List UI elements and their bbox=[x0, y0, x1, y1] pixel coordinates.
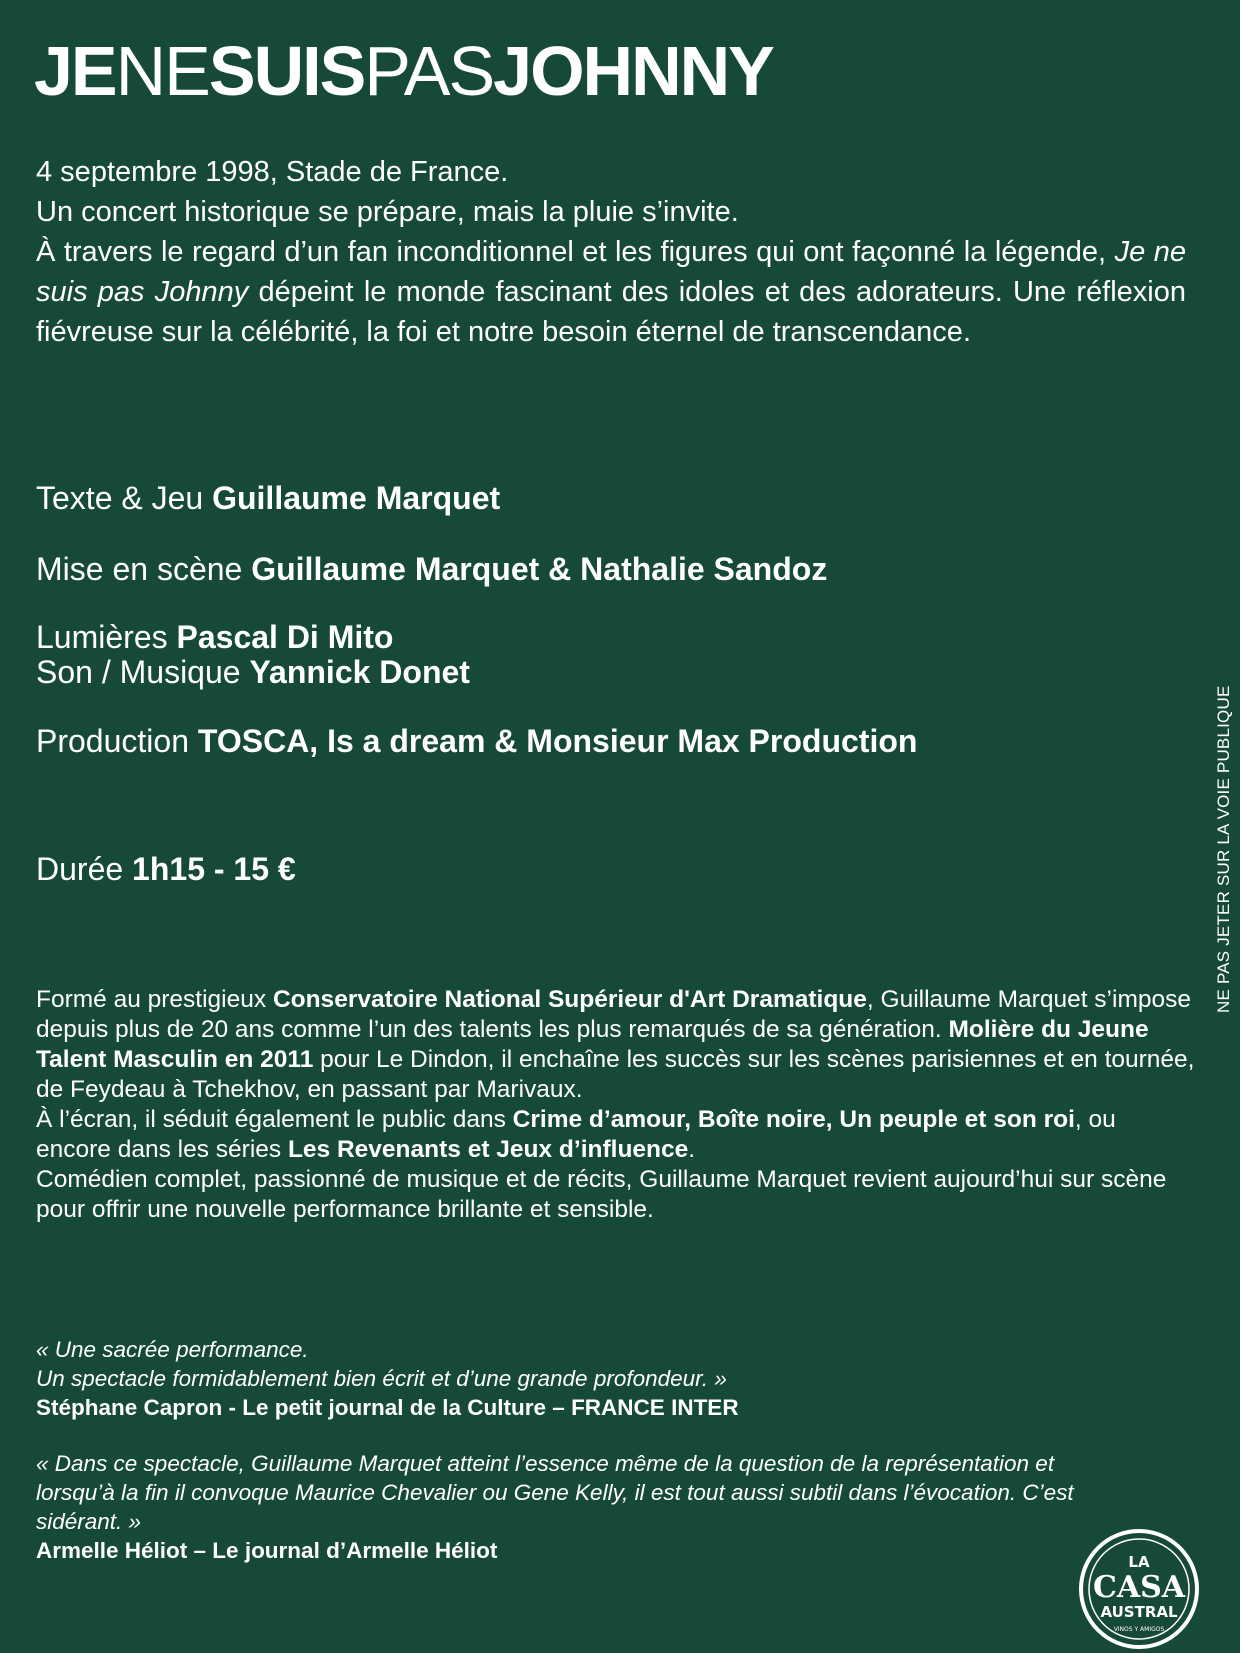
bio-text: . bbox=[688, 1136, 696, 1163]
duration-price bbox=[36, 851, 296, 887]
quote-author: Stéphane Capron - Le petit journal de la Culture – FRANCE INTER bbox=[36, 1395, 739, 1420]
quote-line: « Une sacrée performance. bbox=[36, 1337, 309, 1362]
credit-label: Lumières bbox=[36, 619, 177, 655]
credit-label: Durée bbox=[36, 851, 133, 887]
bio-highlight: Molière du Jeune Talent Masculin en 2011 bbox=[36, 1016, 1149, 1073]
credit-value: Guillaume Marquet bbox=[212, 480, 501, 516]
credit-value: 1h15 - 15 € bbox=[132, 851, 296, 887]
title-word-pas: PAS bbox=[364, 32, 494, 110]
credit-label: Production bbox=[36, 723, 198, 759]
intro-show-title: Je ne suis pas Johnny bbox=[36, 236, 1186, 308]
intro-text bbox=[36, 152, 1186, 352]
credit-label: Texte & Jeu bbox=[36, 480, 213, 516]
bio-text: Comédien complet, passionné de musique et de récits, Guillaume Marquet revient aujourd’hui sur scène pour offrir une nouvelle performance brillante et sensible. bbox=[36, 1166, 1167, 1223]
bio-text: Formé au prestigieux bbox=[36, 986, 273, 1013]
logo-casa-text: CASA bbox=[1092, 1570, 1186, 1605]
logo-austral-text: AUSTRAL bbox=[1100, 1603, 1178, 1621]
intro-line-date: 4 septembre 1998, Stade de France. bbox=[36, 156, 509, 188]
press-quote bbox=[36, 1335, 1186, 1422]
bio-highlight: Conservatoire National Supérieur d'Art Dramatique bbox=[272, 986, 867, 1013]
credit-texte-jeu bbox=[36, 480, 500, 516]
page-title bbox=[34, 30, 773, 112]
credit-label: Mise en scène bbox=[36, 551, 252, 587]
intro-paragraph bbox=[36, 232, 1186, 352]
credit-value: Pascal Di Mito bbox=[176, 619, 394, 655]
biography bbox=[36, 985, 1196, 1225]
credit-mise-en-scene bbox=[36, 551, 827, 587]
quote-line: Un spectacle formidablement bien écrit et d’une grande profondeur. » bbox=[36, 1366, 727, 1391]
quote-author: Armelle Héliot – Le journal d’Armelle Héliot bbox=[36, 1538, 498, 1563]
intro-text-after: dépeint le monde fascinant des idoles et des adorateurs. Une réflexion fiévreuse sur la célébrité, la foi et notre besoin éternel de transcendance. bbox=[36, 276, 1186, 348]
logo-la-text: LA bbox=[1128, 1553, 1150, 1571]
press-quote bbox=[36, 1449, 1116, 1565]
bio-text: , Guillaume Marquet s’impose depuis plus de 20 ans comme l’un des talents les plus remarqués de sa génération. bbox=[36, 986, 1191, 1043]
bio-text: , ou encore dans les séries bbox=[36, 1106, 1116, 1163]
title-word-suis: SUIS bbox=[208, 32, 365, 110]
logo-tagline-text: VINOS Y AMIGOS bbox=[1113, 1626, 1165, 1633]
casa-austral-logo bbox=[1077, 1527, 1201, 1651]
side-note: NE PAS JETER SUR LA VOIE PUBLIQUE bbox=[1214, 685, 1233, 1013]
credit-value: TOSCA, Is a dream & Monsieur Max Production bbox=[197, 723, 918, 759]
credit-value: Guillaume Marquet & Nathalie Sandoz bbox=[251, 551, 828, 587]
credit-production bbox=[36, 723, 917, 759]
title-word-johnny: JOHNNY bbox=[493, 32, 773, 110]
credit-value: Yannick Donet bbox=[249, 654, 470, 690]
bio-text: À l’écran, il séduit également le public dans bbox=[36, 1106, 513, 1133]
title-word-je: JE bbox=[34, 32, 116, 110]
bio-text: pour Le Dindon, il enchaîne les succès sur les scènes parisiennes et en tournée, de Feydeau à Tchekhov, en passant par Marivaux. bbox=[36, 1046, 1195, 1103]
title-word-ne: NE bbox=[115, 32, 209, 110]
quote-line: « Dans ce spectacle, Guillaume Marquet atteint l’essence même de la question de la représentation et lorsqu’à la fin il convoque Maurice Chevalier ou Gene Kelly, il est tout aussi subtil dans l’évocation. C’est sidérant. » bbox=[36, 1451, 1074, 1534]
bio-highlight: Les Revenants et Jeux d’influence bbox=[287, 1136, 689, 1163]
credit-son-musique bbox=[36, 654, 470, 690]
intro-line-concert: Un concert historique se prépare, mais la pluie s’invite. bbox=[36, 196, 739, 228]
intro-text-before: À travers le regard d’un fan inconditionnel et les figures qui ont façonné la légende, bbox=[36, 236, 1115, 268]
credit-lumieres bbox=[36, 619, 393, 655]
bio-highlight: Crime d’amour, Boîte noire, Un peuple et son roi bbox=[512, 1106, 1075, 1133]
credit-label: Son / Musique bbox=[36, 654, 250, 690]
